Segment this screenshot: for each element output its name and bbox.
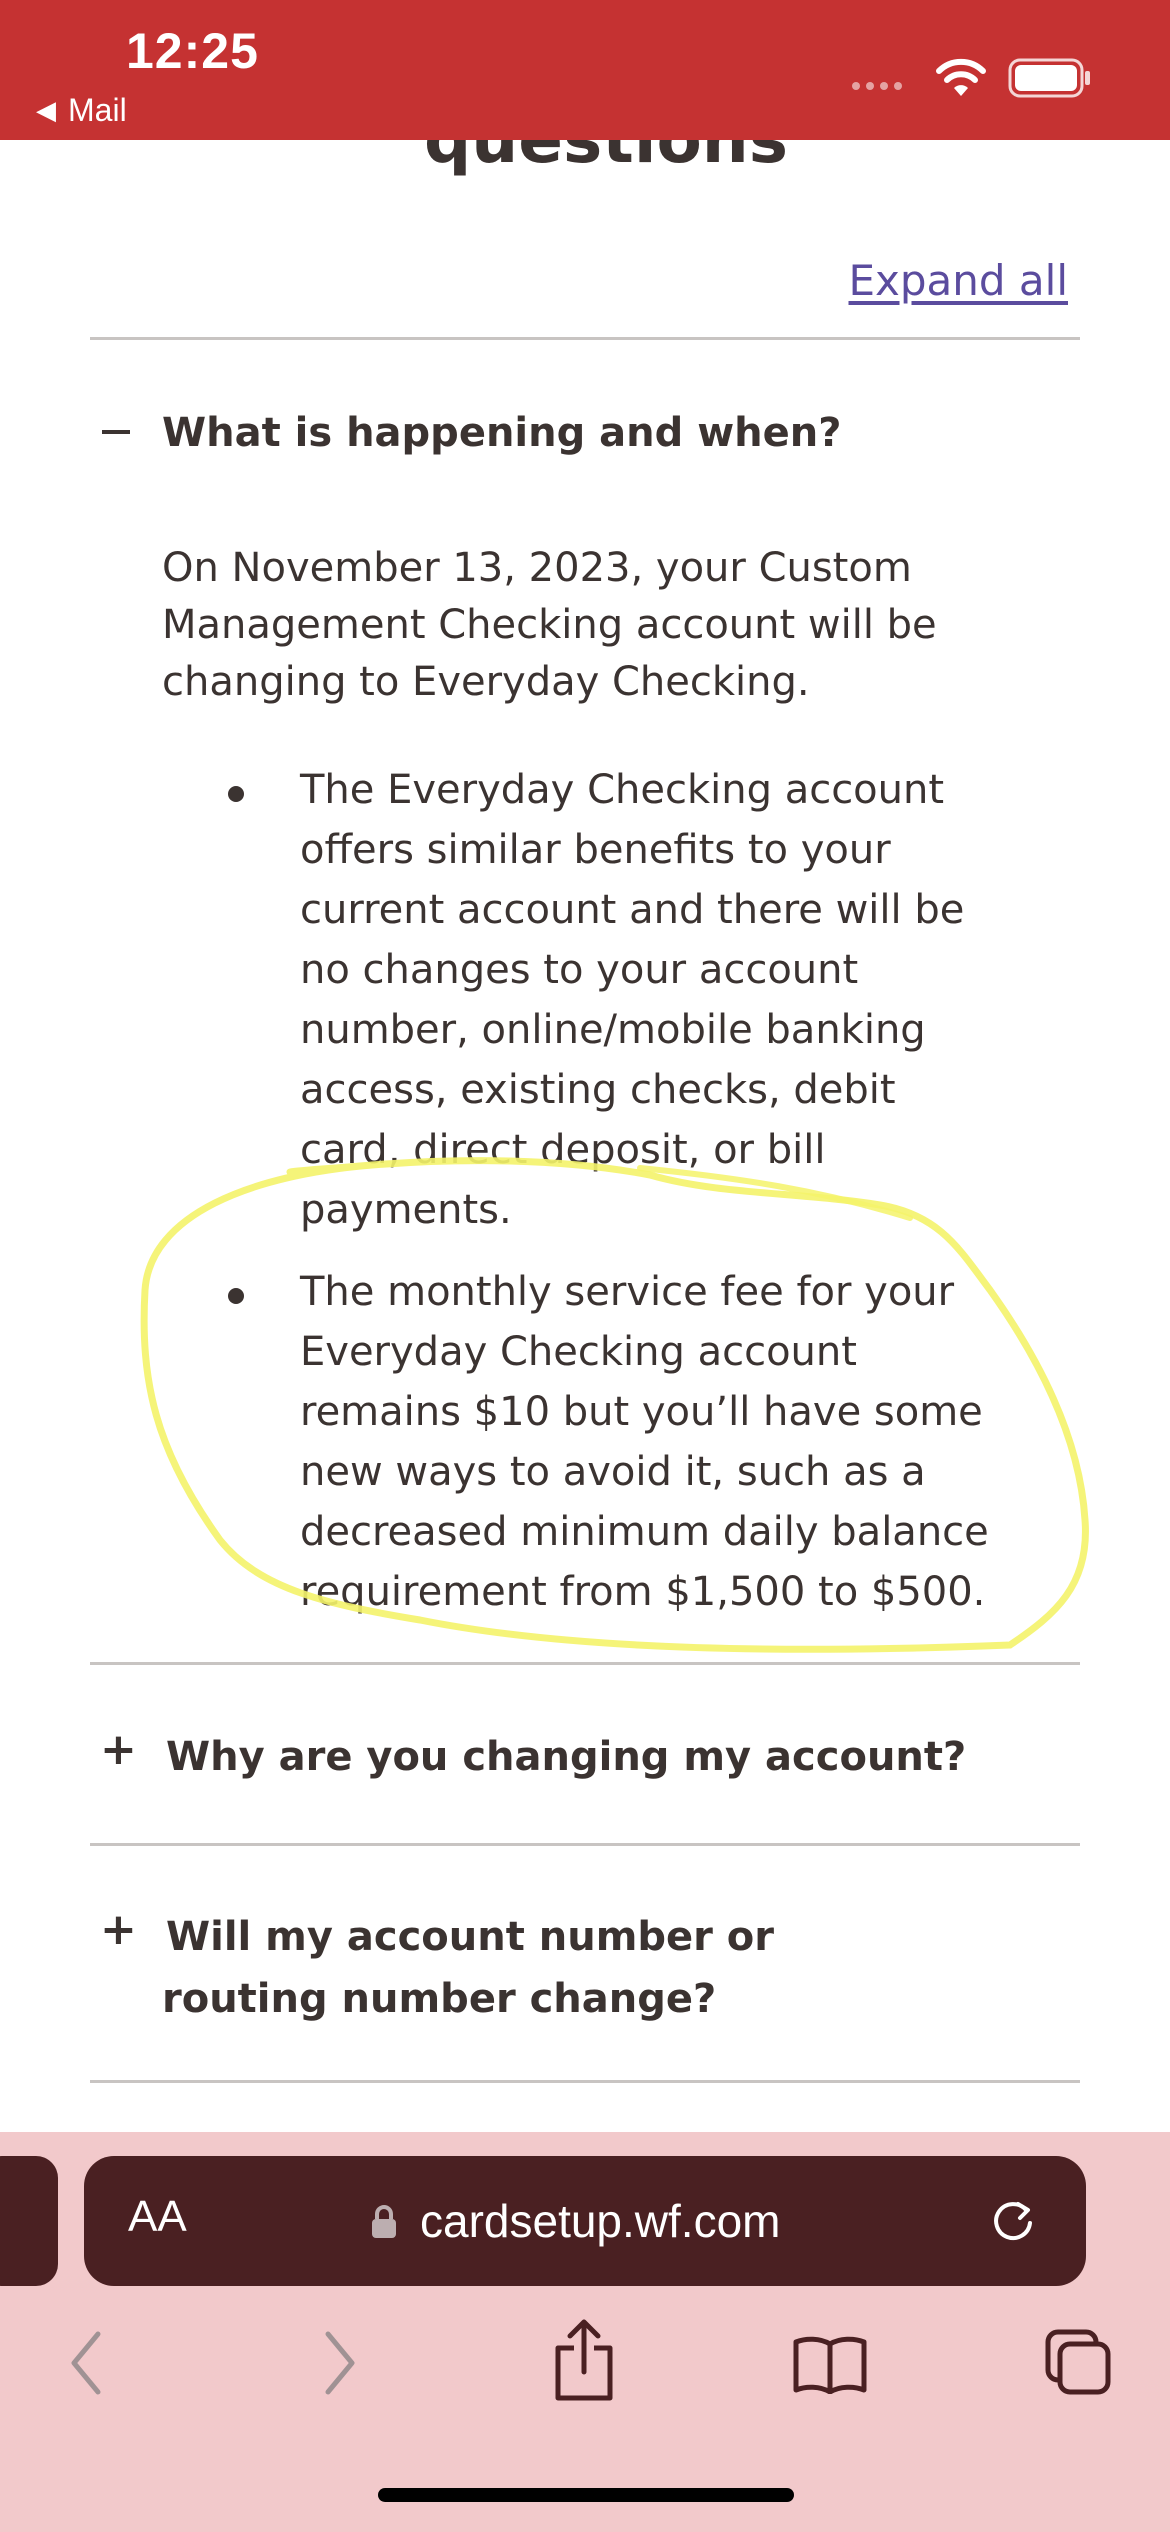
back-to-mail-link[interactable] — [36, 92, 127, 129]
url-text[interactable]: cardsetup.wf.com — [420, 2195, 781, 2247]
list-item — [300, 1262, 1000, 1622]
faq-question[interactable]: Why are you changing my account? — [166, 1734, 967, 1780]
lock-icon — [370, 2204, 398, 2240]
divider — [90, 1662, 1080, 1665]
forward-arrow-icon[interactable] — [320, 2328, 360, 2398]
back-app-label: Mail — [68, 92, 127, 128]
home-indicator[interactable] — [378, 2488, 794, 2502]
divider — [90, 337, 1080, 340]
bookmarks-icon[interactable] — [792, 2334, 868, 2394]
expand-icon[interactable]: + — [100, 1904, 137, 1955]
expand-all-link[interactable]: Expand all — [848, 256, 1068, 305]
bullet-icon — [228, 1288, 244, 1304]
faq-answer-bullets — [300, 760, 1000, 1644]
collapse-icon[interactable] — [102, 430, 130, 434]
share-icon[interactable] — [552, 2318, 616, 2402]
browser-toolbar — [0, 2132, 1170, 2532]
bullet-text: The Everyday Checking account offers similar benefits to your current account and there will be no changes to your account number, online/mobile banking access, existing checks, debit card, direct deposit, or bill payments. — [300, 767, 965, 1233]
divider — [90, 1843, 1080, 1846]
list-item — [300, 760, 1000, 1240]
back-triangle-icon: ◀ — [36, 95, 56, 125]
faq-answer-intro: On November 13, 2023, your Custom Management Checking account will be changing to Everyday Checking. — [162, 545, 937, 705]
text-size-button[interactable]: AA — [128, 2192, 187, 2241]
bullet-text: The monthly service fee for your Everyday Checking account remains $10 but you’ll have some new ways to avoid it, such as a decreased minimum daily balance requirement from $1,500 to $500. — [300, 1269, 989, 1615]
signal-dots-icon — [852, 82, 902, 90]
tabs-icon[interactable] — [1044, 2328, 1114, 2398]
address-bar[interactable] — [84, 2156, 1086, 2286]
previous-tab-preview[interactable] — [0, 2156, 58, 2286]
wifi-icon — [934, 58, 988, 98]
back-arrow-icon[interactable] — [66, 2328, 106, 2398]
reload-icon[interactable] — [988, 2196, 1038, 2246]
expand-icon[interactable]: + — [100, 1724, 137, 1775]
faq-question[interactable]: Will my account number or routing number change? — [162, 1914, 775, 2022]
status-time: 12:25 — [126, 23, 259, 79]
bullet-icon — [228, 786, 244, 802]
battery-icon — [1008, 58, 1092, 98]
divider — [90, 2080, 1080, 2083]
status-bar — [0, 0, 1170, 140]
faq-question[interactable]: What is happening and when? — [162, 410, 842, 456]
